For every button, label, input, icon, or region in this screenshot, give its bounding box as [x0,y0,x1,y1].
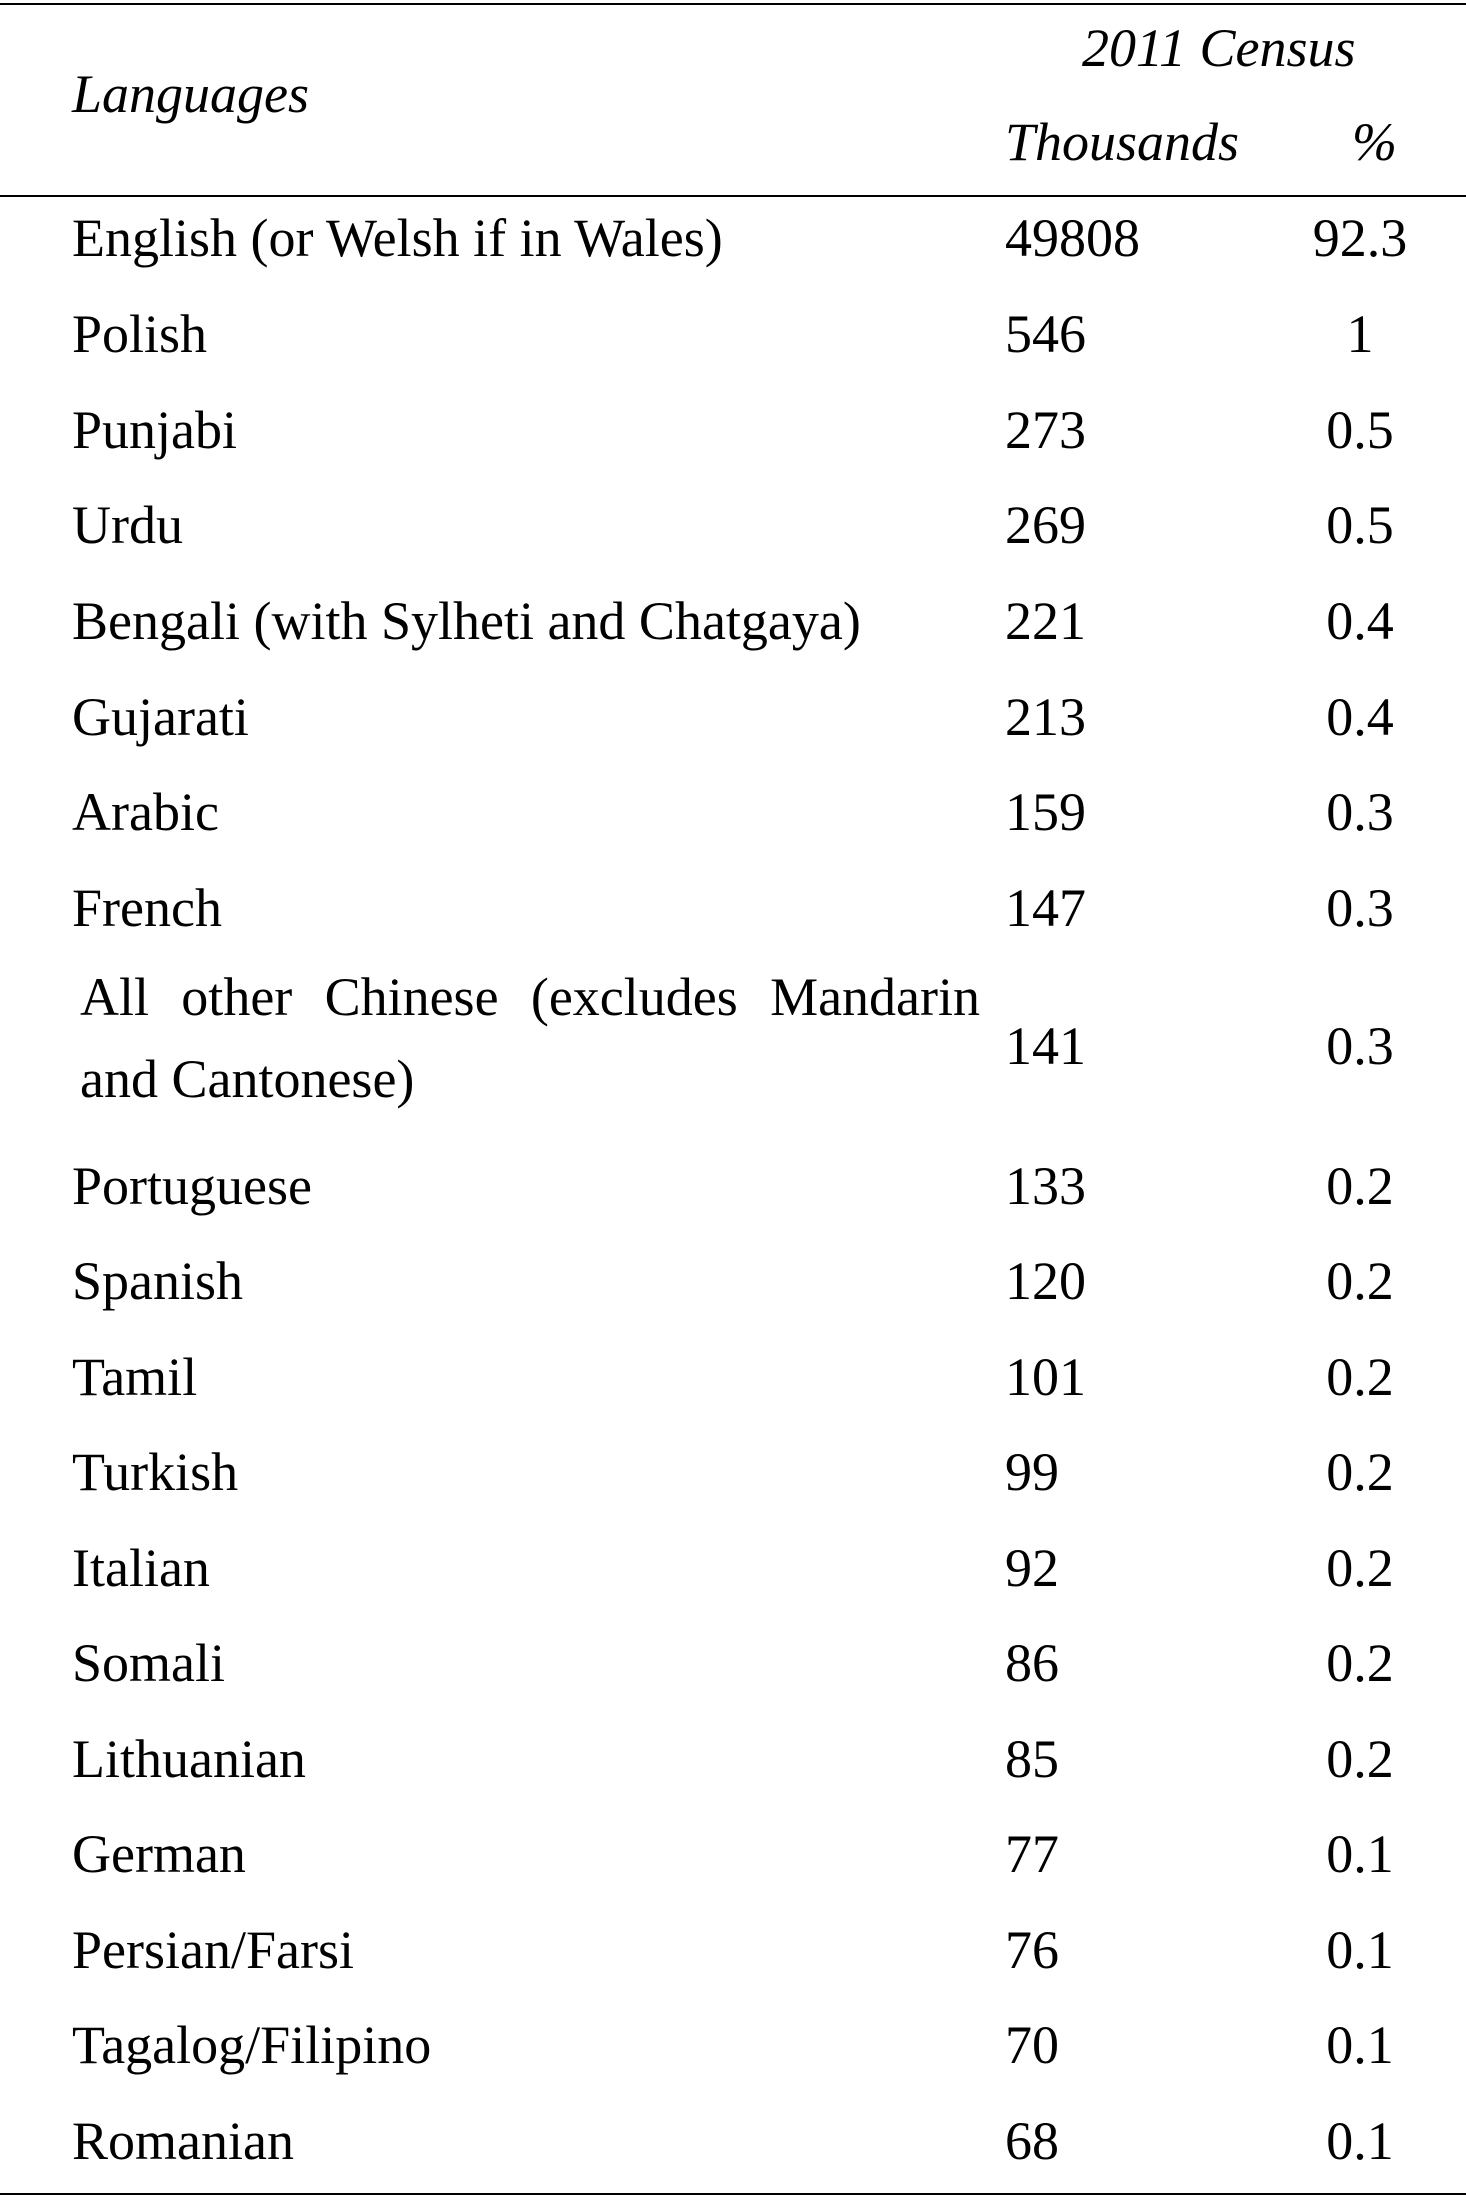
cell-percent: 0.2 [1326,1729,1394,1789]
table-row [0,966,1466,1138]
cell-language: All other Chinese (excludes Mandarin and Cantonese) [80,967,980,1109]
table-row [0,591,1466,651]
cell-percent: 0.2 [1326,1442,1394,1502]
table-row [0,1251,1466,1311]
cell-language: Persian/Farsi [72,1920,354,1980]
cell-percent: 0.5 [1326,495,1394,555]
cell-thousands: 49808 [1005,208,1140,268]
cell-thousands: 269 [1005,495,1086,555]
cell-percent: 0.5 [1326,400,1394,460]
cell-language: Bengali (with Sylheti and Chatgaya) [72,591,861,651]
cell-language: Arabic [72,782,219,842]
cell-thousands: 86 [1005,1633,1059,1693]
cell-percent: 0.2 [1326,1538,1394,1598]
cell-percent: 0.2 [1326,1251,1394,1311]
table-row [0,1729,1466,1789]
cell-thousands: 273 [1005,400,1086,460]
table-row [0,304,1466,364]
table-row [0,2015,1466,2075]
cell-percent: 0.3 [1326,782,1394,842]
cell-language: Polish [72,304,208,364]
table-row [0,1538,1466,1598]
cell-language: Turkish [72,1442,239,1502]
table-row [0,687,1466,747]
table-row [0,208,1466,268]
cell-percent: 0.1 [1326,1824,1394,1884]
table-row [0,400,1466,460]
cell-thousands: 546 [1005,304,1086,364]
cell-percent: 92.3 [1312,208,1408,268]
table-row [0,878,1466,938]
cell-language: Portuguese [72,1156,312,1216]
cell-thousands: 120 [1005,1251,1086,1311]
cell-percent: 0.3 [1326,1016,1394,1076]
cell-thousands: 159 [1005,782,1086,842]
cell-language: Romanian [72,2111,294,2171]
table-row [0,2111,1466,2171]
cell-language: Gujarati [72,687,249,747]
table-row [0,495,1466,555]
cell-thousands: 141 [1005,1016,1086,1076]
cell-thousands: 85 [1005,1729,1059,1789]
header-thousands: Thousands [1005,112,1240,172]
cell-language: Tagalog/Filipino [72,2015,432,2075]
header-languages: Languages [72,64,310,124]
cell-thousands: 133 [1005,1156,1086,1216]
cell-thousands: 99 [1005,1442,1059,1502]
table-row [0,1633,1466,1693]
header-percent: % [1352,112,1397,172]
cell-language: German [72,1824,246,1884]
cell-language: French [72,878,222,938]
cell-thousands: 213 [1005,687,1086,747]
cell-language: Urdu [72,495,183,555]
cell-percent: 0.2 [1326,1347,1394,1407]
cell-thousands: 68 [1005,2111,1059,2171]
table-bottom-rule [0,2193,1466,2195]
cell-language: Spanish [72,1251,244,1311]
table-row [0,1347,1466,1407]
cell-thousands: 221 [1005,591,1086,651]
cell-thousands: 70 [1005,2015,1059,2075]
cell-percent: 0.4 [1326,687,1394,747]
header-census: 2011 Census [1082,18,1356,78]
cell-thousands: 101 [1005,1347,1086,1407]
table-top-rule [0,3,1466,5]
table-row [0,1920,1466,1980]
cell-percent: 0.3 [1326,878,1394,938]
cell-language: Somali [72,1633,226,1693]
table-row [0,1824,1466,1884]
cell-percent: 0.4 [1326,591,1394,651]
cell-percent: 0.2 [1326,1633,1394,1693]
table-row [0,1442,1466,1502]
cell-percent: 0.1 [1326,2111,1394,2171]
cell-language: English (or Welsh if in Wales) [72,208,723,268]
cell-language: Lithuanian [72,1729,306,1789]
cell-percent: 0.2 [1326,1156,1394,1216]
table-row [0,782,1466,842]
cell-thousands: 76 [1005,1920,1059,1980]
cell-language: Tamil [72,1347,198,1407]
cell-thousands: 92 [1005,1538,1059,1598]
cell-language: Italian [72,1538,210,1598]
cell-percent: 0.1 [1326,1920,1394,1980]
header-rule [0,195,1466,197]
cell-percent: 0.1 [1326,2015,1394,2075]
cell-language: Punjabi [72,400,238,460]
cell-thousands: 147 [1005,878,1086,938]
cell-percent: 1 [1346,304,1374,364]
table-row [0,1156,1466,1216]
cell-thousands: 77 [1005,1824,1059,1884]
